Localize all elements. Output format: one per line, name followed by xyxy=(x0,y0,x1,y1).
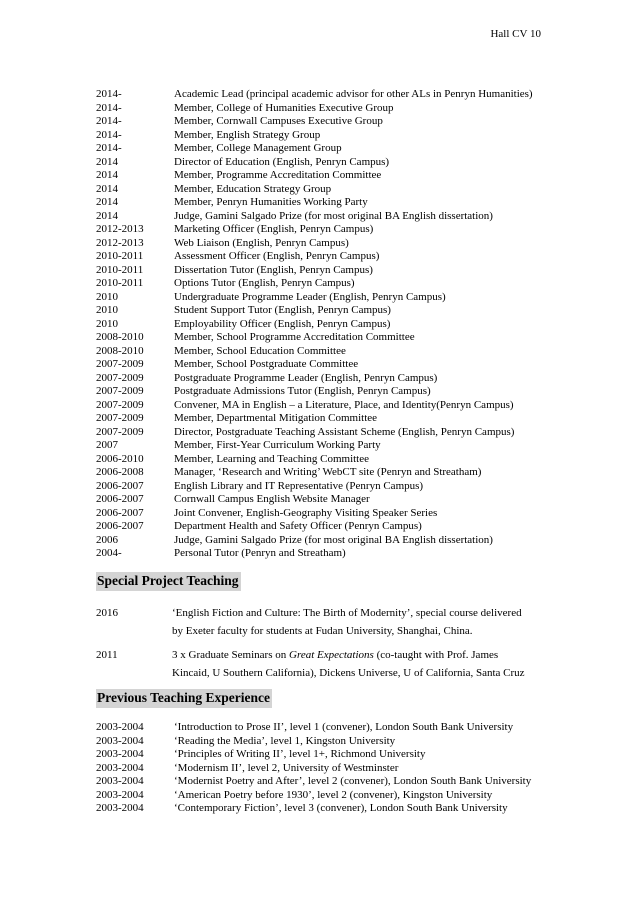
teaching-course: ‘Reading the Media’, level 1, Kingston University xyxy=(174,734,396,747)
role-year: 2014 xyxy=(96,182,118,195)
role-year: 2007-2009 xyxy=(96,385,144,397)
role-title: Department Health and Safety Officer (Penryn Campus) xyxy=(174,520,422,532)
entry-line: Kincaid, U Southern California), Dickens Universe, U of California, Santa Cruz xyxy=(172,666,525,679)
role-title: Web Liaison (English, Penryn Campus) xyxy=(174,236,349,249)
role-title: Assessment Officer (English, Penryn Campus) xyxy=(174,250,380,262)
role-year: 2007-2009 xyxy=(96,371,144,384)
role-title: Joint Convener, English-Geography Visiting Speaker Series xyxy=(174,506,438,519)
role-title: Postgraduate Programme Leader (English, Penryn Campus) xyxy=(174,371,438,384)
role-title: Options Tutor (English, Penryn Campus) xyxy=(174,277,355,289)
entry-text: (co-taught with Prof. James xyxy=(373,649,499,661)
role-year: 2006-2007 xyxy=(96,493,144,505)
role-title: Manager, ‘Research and Writing’ WebCT site (Penryn and Streatham) xyxy=(174,466,482,478)
role-year: 2007-2009 xyxy=(96,425,144,438)
role-title: Member, Learning and Teaching Committee xyxy=(174,452,369,465)
role-year: 2006-2007 xyxy=(96,520,144,532)
role-year: 2007-2009 xyxy=(96,358,144,370)
entry-line xyxy=(172,648,562,663)
teaching-year: 2003-2004 xyxy=(96,802,144,814)
role-title: Convener, MA in English – a Literature, Place, and Identity(Penryn Campus) xyxy=(174,398,514,411)
section-title-special-project: Special Project Teaching xyxy=(96,572,241,591)
role-title: Undergraduate Programme Leader (English, Penryn Campus) xyxy=(174,290,446,303)
teaching-year: 2003-2004 xyxy=(96,761,144,774)
entry-description xyxy=(172,648,562,680)
role-year: 2006-2010 xyxy=(96,452,144,465)
role-year: 2007 xyxy=(96,439,118,451)
role-year: 2007-2009 xyxy=(96,398,144,411)
role-title: Member, College of Humanities Executive Group xyxy=(174,101,394,114)
role-year: 2010 xyxy=(96,304,118,316)
role-title: Member, Cornwall Campuses Executive Group xyxy=(174,115,383,127)
role-title: Member, Education Strategy Group xyxy=(174,182,332,195)
role-year: 2014- xyxy=(96,115,122,127)
role-year: 2014- xyxy=(96,101,122,114)
role-title: Director of Education (English, Penryn Campus) xyxy=(174,155,390,168)
role-year: 2010-2011 xyxy=(96,263,144,276)
entry-year: 2011 xyxy=(96,649,118,661)
role-title: Academic Lead (principal academic advisor for other ALs in Penryn Humanities) xyxy=(174,88,533,100)
role-year: 2006-2007 xyxy=(96,479,144,492)
role-year: 2010-2011 xyxy=(96,250,144,262)
teaching-year: 2003-2004 xyxy=(96,775,144,787)
role-year: 2004- xyxy=(96,547,122,559)
role-title: Dissertation Tutor (English, Penryn Campus) xyxy=(174,263,373,276)
role-year: 2012-2013 xyxy=(96,236,144,249)
entry-description xyxy=(172,606,562,638)
role-year: 2006-2008 xyxy=(96,466,144,478)
section-title-previous-teaching: Previous Teaching Experience xyxy=(96,689,272,708)
role-year: 2014 xyxy=(96,209,118,222)
role-year: 2014 xyxy=(96,155,118,168)
role-year: 2014- xyxy=(96,88,122,100)
teaching-course: ‘Introduction to Prose II’, level 1 (convener), London South Bank University xyxy=(174,721,514,733)
teaching-course: ‘American Poetry before 1930’, level 2 (convener), Kingston University xyxy=(174,788,493,801)
role-year: 2007-2009 xyxy=(96,412,144,424)
entry-text: 3 x Graduate Seminars on xyxy=(172,649,289,661)
role-title: Marketing Officer (English, Penryn Campus) xyxy=(174,223,374,235)
role-title: Member, School Programme Accreditation Committee xyxy=(174,331,415,343)
role-year: 2008-2010 xyxy=(96,331,144,343)
entry-line: by Exeter faculty for students at Fudan University, Shanghai, China. xyxy=(172,624,473,637)
role-title: Member, School Postgraduate Committee xyxy=(174,358,359,370)
role-title: Member, School Education Committee xyxy=(174,344,346,357)
role-title: Member, English Strategy Group xyxy=(174,128,321,141)
role-year: 2010-2011 xyxy=(96,277,144,289)
role-title: Member, First-Year Curriculum Working Party xyxy=(174,439,381,451)
teaching-year: 2003-2004 xyxy=(96,748,144,760)
entry-year: 2016 xyxy=(96,607,118,619)
teaching-year: 2003-2004 xyxy=(96,788,144,801)
role-year: 2006 xyxy=(96,533,118,546)
role-year: 2010 xyxy=(96,290,118,303)
teaching-course: ‘Modernism II’, level 2, University of Westminster xyxy=(174,761,399,774)
role-year: 2010 xyxy=(96,317,118,330)
teaching-year: 2003-2004 xyxy=(96,721,144,733)
book-title: Great Expectations xyxy=(289,649,374,661)
role-title: Member, Departmental Mitigation Committee xyxy=(174,412,378,424)
role-year: 2014- xyxy=(96,128,122,141)
role-year: 2014 xyxy=(96,169,118,181)
page-header: Hall CV 10 xyxy=(490,28,541,40)
role-year: 2014 xyxy=(96,196,118,208)
role-title: Judge, Gamini Salgado Prize (for most original BA English dissertation) xyxy=(174,209,493,222)
role-title: Member, Programme Accreditation Committee xyxy=(174,169,382,181)
teaching-course: ‘Principles of Writing II’, level 1+, Richmond University xyxy=(174,748,426,760)
role-title: Employability Officer (English, Penryn Campus) xyxy=(174,317,391,330)
role-title: Cornwall Campus English Website Manager xyxy=(174,493,370,505)
role-title: Student Support Tutor (English, Penryn Campus) xyxy=(174,304,391,316)
role-title: Judge, Gamini Salgado Prize (for most original BA English dissertation) xyxy=(174,533,493,546)
role-title: Director, Postgraduate Teaching Assistant Scheme (English, Penryn Campus) xyxy=(174,425,515,438)
role-title: Member, Penryn Humanities Working Party xyxy=(174,196,368,208)
role-year: 2012-2013 xyxy=(96,223,144,235)
role-year: 2014- xyxy=(96,142,122,154)
teaching-year: 2003-2004 xyxy=(96,734,144,747)
role-title: English Library and IT Representative (Penryn Campus) xyxy=(174,479,424,492)
role-year: 2006-2007 xyxy=(96,506,144,519)
teaching-course: ‘Contemporary Fiction’, level 3 (convener), London South Bank University xyxy=(174,802,508,814)
entry-line: ‘English Fiction and Culture: The Birth of Modernity’, special course delivered xyxy=(172,607,522,619)
teaching-course: ‘Modernist Poetry and After’, level 2 (convener), London South Bank University xyxy=(174,775,532,787)
role-title: Postgraduate Admissions Tutor (English, Penryn Campus) xyxy=(174,385,431,397)
role-year: 2008-2010 xyxy=(96,344,144,357)
role-title: Member, College Management Group xyxy=(174,142,342,154)
role-title: Personal Tutor (Penryn and Streatham) xyxy=(174,547,346,559)
